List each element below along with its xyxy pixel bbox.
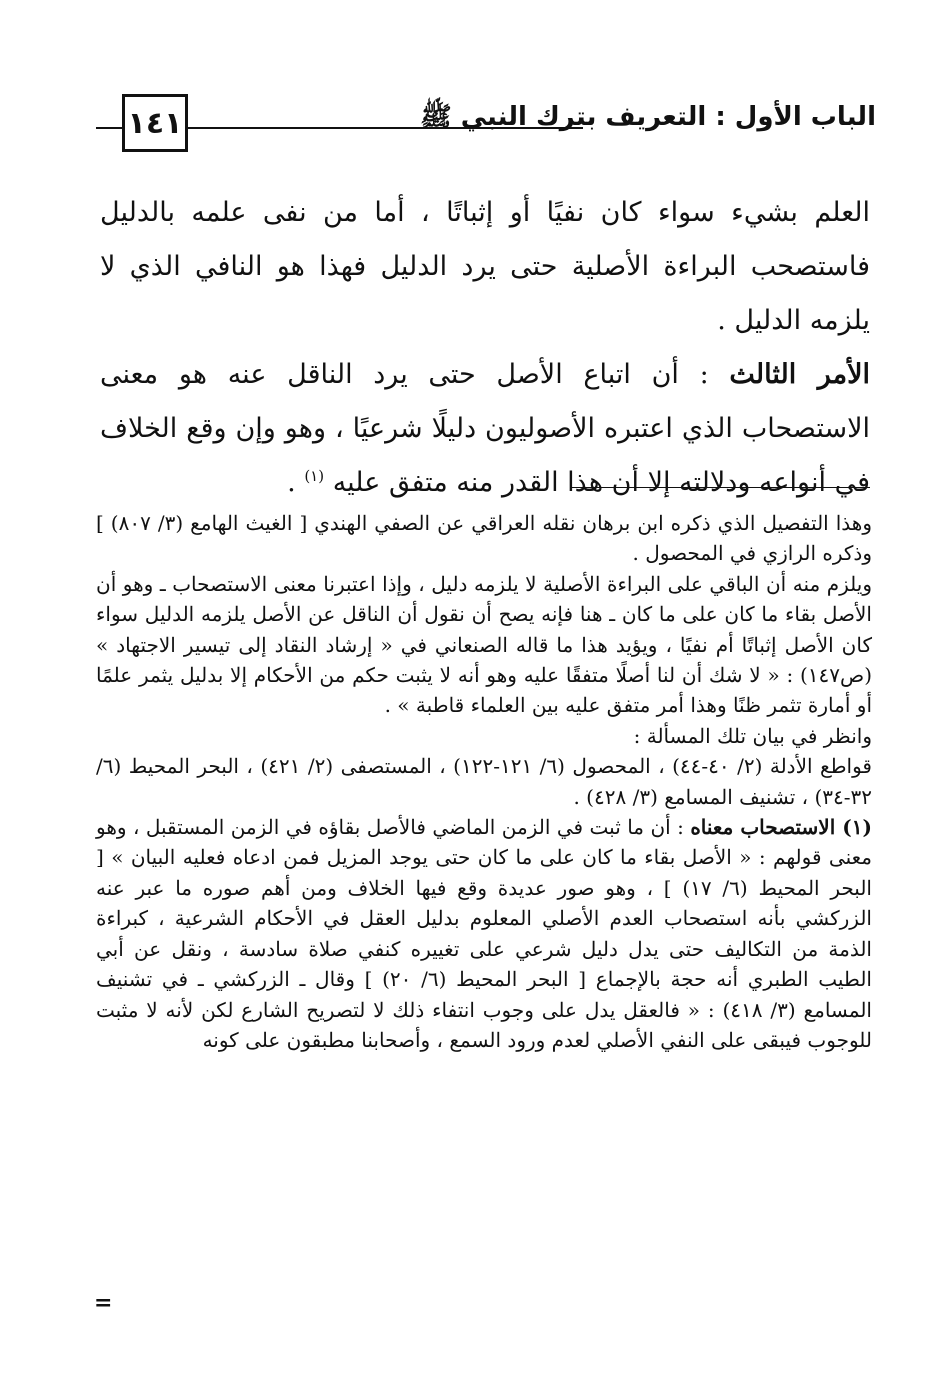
- footnote-1-marker: (١): [835, 815, 872, 840]
- main-paragraph-2-end: .: [287, 467, 305, 498]
- main-paragraph-2-text: : أن اتباع الأصل حتى يرد الناقل عنه هو معنى الاستصحاب الذي اعتبره الأصوليون دليلًا شرعيًا ، وهو وإن وقع الخلاف في أنواعه ودلالته إلا أن هذا القدر منه متفق عليه: [100, 359, 870, 498]
- main-paragraph-2-lead: الأمر الثالث: [729, 359, 870, 390]
- page-number: ١٤١: [122, 94, 188, 152]
- page-header: [96, 94, 876, 158]
- footnote-1-text: : أن ما ثبت في الزمن الماضي فالأصل بقاؤه في الزمن المستقبل ، وهو معنى قولهم : « الأصل بقاء ما كان على ما كان حتى يوجد المزيل فمن ادعاه فعليه البيان » [ البحر المحيط (٦/ ١٧) ] ، وهو صور عديدة وقع فيها الخلاف ومن أهم صوره ما عبر عنه الزركشي بأنه استصحاب العدم الأصلي المعلوم بدليل العقل في الأحكام الشرعية ، كبراءة الذمة من التكاليف حتى يدل دليل شرعي على تغييره كنفي صلاة سادسة ، ونقل عن أبي الطيب الطبري أنه حجة بالإجماع [ البحر المحيط (٦/ ٢٠) ] وقال ـ الزركشي ـ في تشنيف المسامع (٣/ ٤١٨) : « فالعقل يدل على وجوب انتفاء ذلك لا لتصريح الشارع لكن لأنه لا مثبت للوجوب فيبقى على النفي الأصلي لعدم ورود السمع ، وأصحابنا مطبقون على كونه: [96, 815, 872, 1052]
- footnote-continued-2: ويلزم منه أن الباقي على البراءة الأصلية لا يلزمه دليل ، وإذا اعتبرنا معنى الاستصحاب ـ وهو أن الأصل بقاء ما كان على ما كان ـ هنا فإنه يصح أن نقول أن الناقل عن الأصل يلزمه الدليل سواء كان الأصل إثباتًا أم نفيًا ، ويؤيد هذا ما قاله الصنعاني في « إرشاد النقاد إلى تيسير الاجتهاد » (ص١٤٧) : « لا شك أن لنا أصلًا متفقًا عليه وهو أنه لا يثبت حكم من الأحكام إلا بدليل يثمر علمًا أو أمارة تثمر ظنًا وهذا أمر متفق عليه بين العلماء قاطبة » .: [96, 571, 872, 718]
- header-rule-left: [96, 127, 122, 129]
- main-paragraph-2: [100, 348, 870, 510]
- main-text: [100, 186, 870, 510]
- footnote-continued-3: وانظر في بيان تلك المسألة :: [633, 723, 872, 748]
- chapter-title: الباب الأول : التعريف بترك النبي ﷺ: [420, 102, 876, 132]
- continuation-mark: =: [94, 1290, 113, 1316]
- footnote-continued-1: وهذا التفصيل الذي ذكره ابن برهان نقله العراقي عن الصفي الهندي [ الغيث الهامع (٣/ ٨٠٧) ] وذكره الرازي في المحصول .: [96, 511, 872, 566]
- footnote-1: [96, 812, 872, 1055]
- main-paragraph-1: العلم بشيء سواء كان نفيًا أو إثباتًا ، أما من نفى علمه بالدليل فاستصحب البراءة الأصلية حتى يرد الدليل فهذا هو النافي الذي لا يلزمه الدليل .: [100, 197, 870, 336]
- footnote-separator: [570, 487, 870, 488]
- footnote-1-lead: الاستصحاب معناه: [690, 815, 836, 840]
- footnote-continued-4: قواطع الأدلة (٢/ ٤٠-٤٤) ، المحصول (٦/ ١٢١-١٢٢) ، المستصفى (٢/ ٤٢١) ، البحر المحيط (٦/ ٣٢-٣٤) ، تشنيف المسامع (٣/ ٤٢٨) .: [96, 754, 872, 809]
- footnote-reference: (١): [304, 467, 325, 485]
- footnotes: [96, 508, 872, 1055]
